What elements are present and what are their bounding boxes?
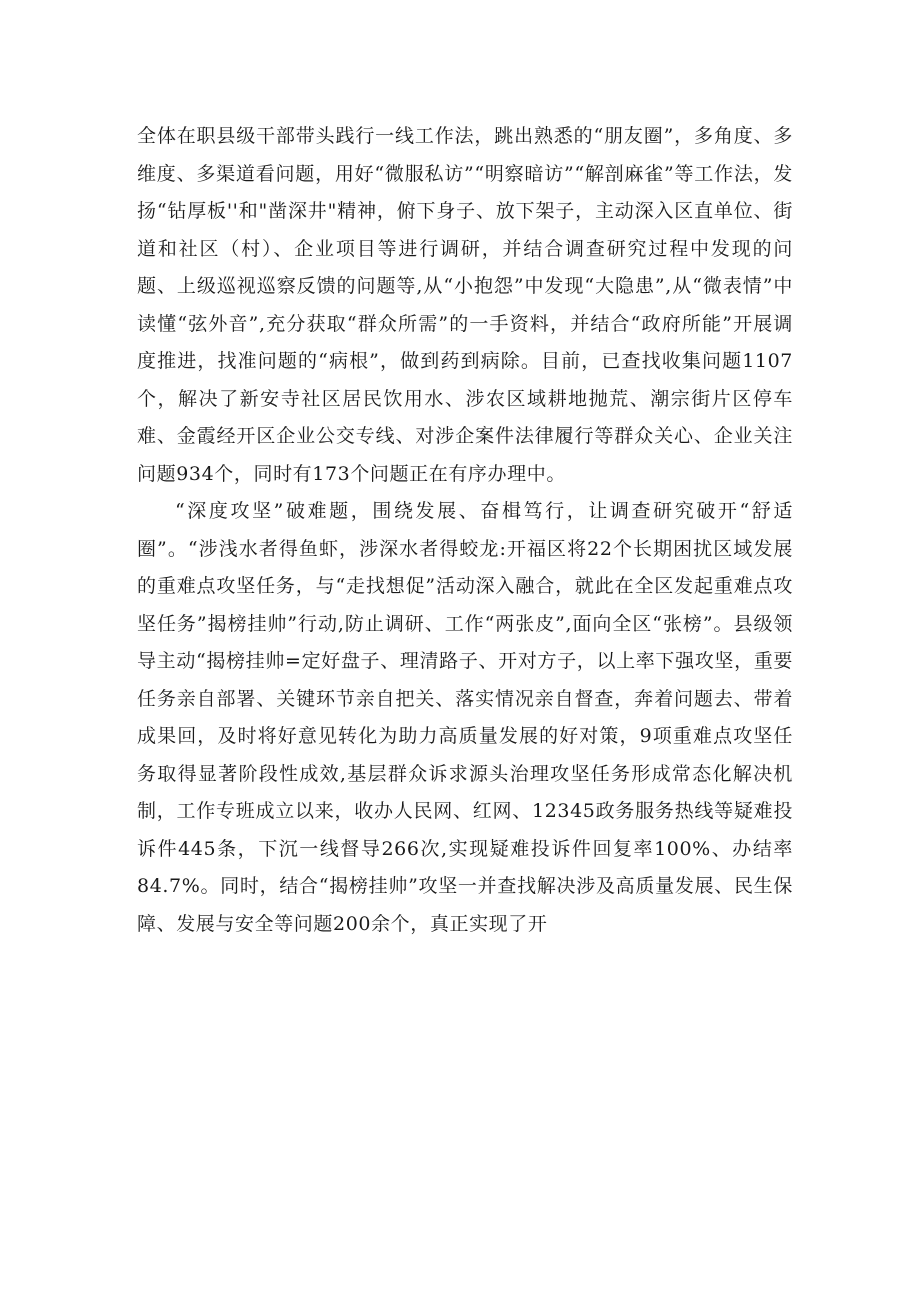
document-body	[137, 118, 793, 943]
paragraph-2: “深度攻坚”破难题，围绕发展、奋楫笃行，让调查研究破开“舒适圈”。“涉浅水者得鱼虾，涉深水者得蛟龙:开福区将22个长期困扰区域发展的重难点攻坚任务，与“走找想促”活动深入融合，就此在全区发起重难点攻坚任务”揭榜挂帅”行动,防止调研、工作“两张皮”,面向全区“张榜”。县级领导主动“揭榜挂帅=定好盘子、理清路子、开对方子，以上率下强攻坚，重要任务亲自部署、关键环节亲自把关、落实情况亲自督查，奔着问题去、带着成果回，及时将好意见转化为助力高质量发展的好对策，9项重难点攻坚任务取得显著阶段性成效,基层群众诉求源头治理攻坚任务形成常态化解决机制，工作专班成立以来，收办人民网、红网、12345政务服务热线等疑难投诉件445条，下沉一线督导266次,实现疑难投诉件回复率100%、办结率84.7%。同时，结合“揭榜挂帅”攻坚一并查找解决涉及高质量发展、民生保障、发展与安全等问题200余个，真正实现了开	[137, 500, 793, 935]
paragraph-1: 全体在职县级干部带头践行一线工作法，跳出熟悉的“朋友圈”，多角度、多维度、多渠道看问题，用好“微服私访”“明察暗访”“解剖麻雀”等工作法，发扬“钻厚板''和"凿深井"精神，俯下身子、放下架子，主动深入区直单位、街道和社区（村）、企业项目等进行调研，并结合调查研究过程中发现的问题、上级巡视巡察反馈的问题等,从“小抱怨”中发现“大隐患”,从“微表情”中读懂“弦外音”,充分获取“群众所需”的一手资料，并结合“政府所能”开展调度推进，找准问题的“病根”，做到药到病除。目前，已查找收集问题1107个，解决了新安寺社区居民饮用水、涉农区域耕地抛荒、潮宗街片区停车难、金霞经开区企业公交专线、对涉企案件法律履行等群众关心、企业关注问题934个，同时有173个问题正在有序办理中。	[137, 125, 793, 485]
